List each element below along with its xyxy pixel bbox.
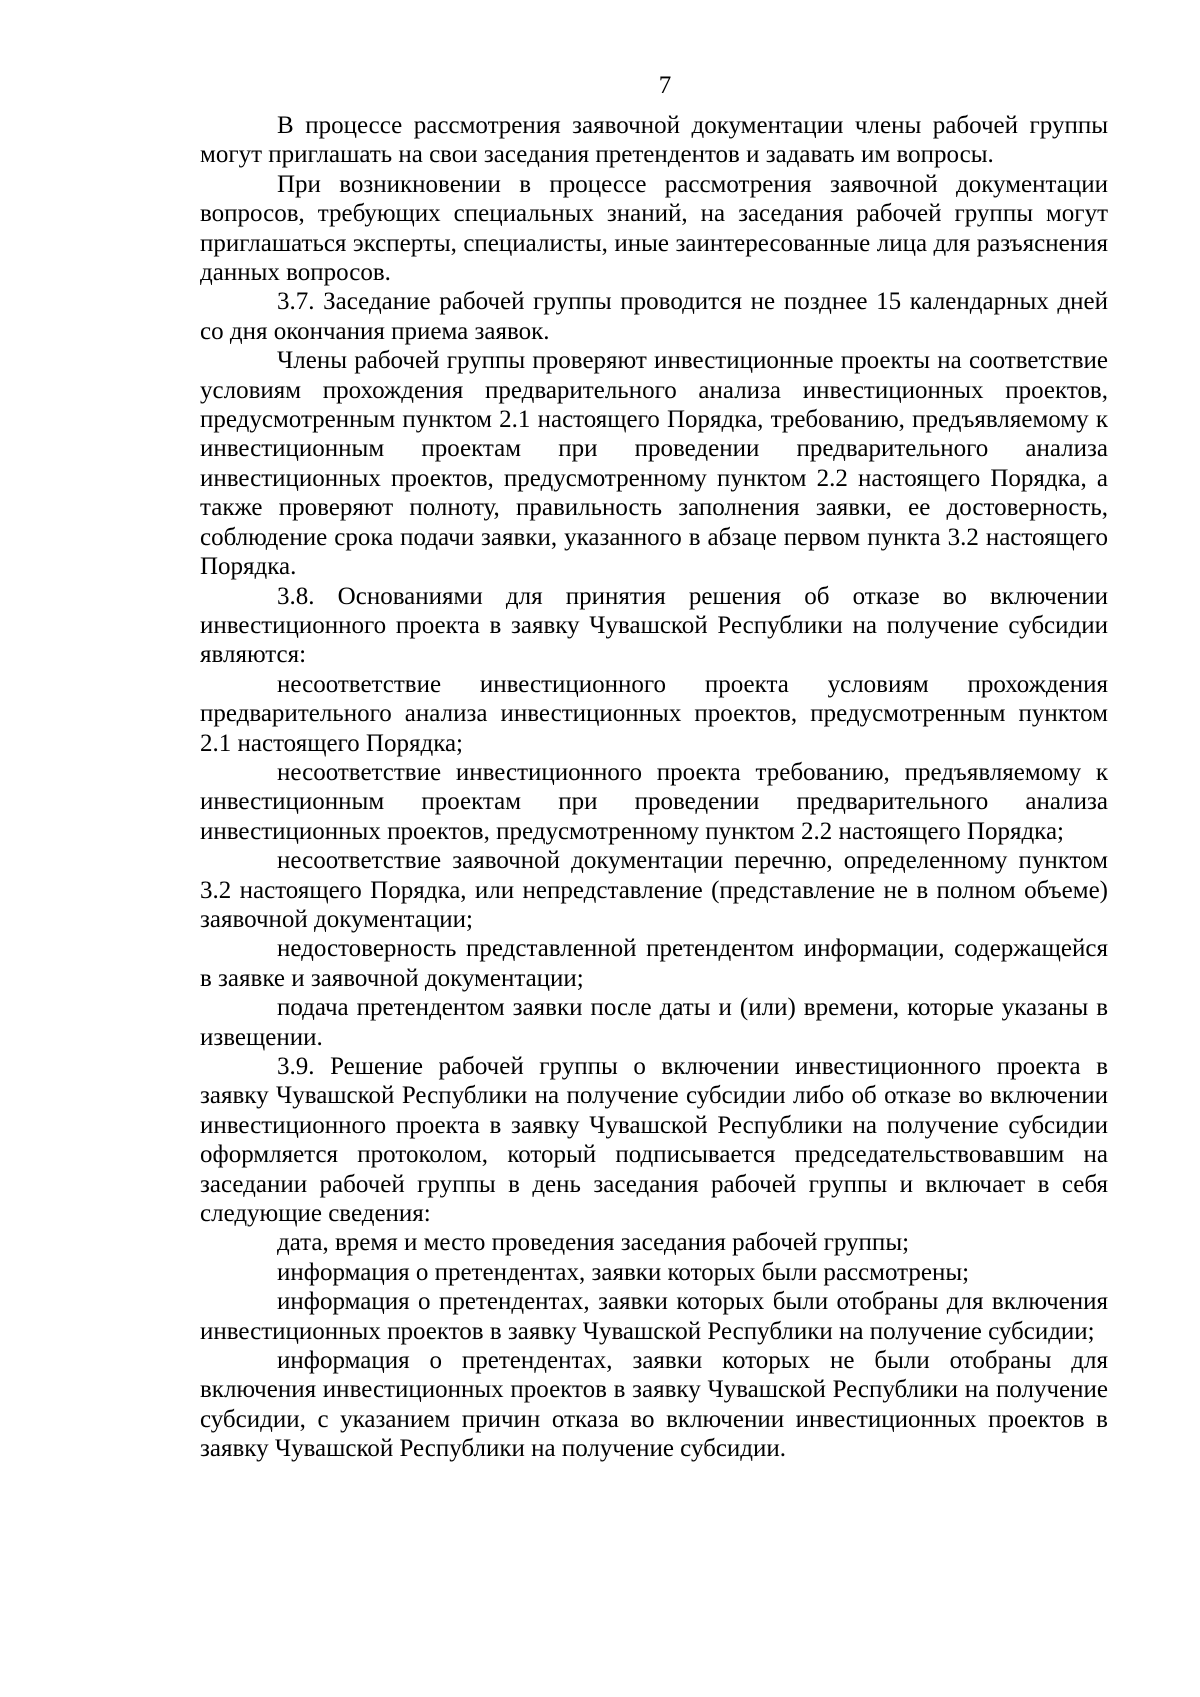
list-item: несоответствие инвестиционного проекта требованию, предъявляемому к инвестиционным проектам при проведении предварительного анализа инвестиционных проектов, предусмотренному пунктом 2.2 настоящего Порядка; <box>200 758 1108 845</box>
list-item: несоответствие инвестиционного проекта условиям прохождения предварительного анализа инвестиционных проектов, предусмотренным пунктом 2.1 настоящего Порядка; <box>200 670 1108 757</box>
list-item: информация о претендентах, заявки которых не были отобраны для включения инвестиционных проектов в заявку Чувашской Республики на получение субсидии, с указанием причин отказа во включении инвестиционных проектов в заявку Чувашской Республики на получение субсидии. <box>200 1347 1108 1463</box>
list-item: информация о претендентах, заявки которых были рассмотрены; <box>277 1258 970 1286</box>
paragraph: 3.7. Заседание рабочей группы проводится не позднее 15 календарных дней со дня окончания приема заявок. <box>200 288 1108 345</box>
list-item: дата, время и место проведения заседания рабочей группы; <box>277 1229 910 1257</box>
paragraph: В процессе рассмотрения заявочной документации члены рабочей группы могут приглашать на свои заседания претендентов и задавать им вопросы. <box>200 112 1108 169</box>
list-item: информация о претендентах, заявки которых были отобраны для включения инвестиционных проектов в заявку Чувашской Республики на получение субсидии; <box>200 1288 1108 1345</box>
paragraph: 3.9. Решение рабочей группы о включении инвестиционного проекта в заявку Чувашской Республики на получение субсидии либо об отказе во включении инвестиционного проекта в заявку Чувашской Республики на получение субсидии оформляется протоколом, который подписывается председательствовавшим на заседании рабочей группы в день заседания рабочей группы и включает в себя следующие сведения: <box>200 1053 1108 1228</box>
list-item: несоответствие заявочной документации перечню, определенному пунктом 3.2 настоящего Порядка, или непредставление (представление не в полном объеме) заявочной документации; <box>200 847 1108 933</box>
page-number: 7 <box>658 72 672 99</box>
paragraph: 3.8. Основаниями для принятия решения об отказе во включении инвестиционного проекта в заявку Чувашской Республики на получение субсидии являются: <box>200 582 1108 669</box>
list-item: подача претендентом заявки после даты и (или) времени, которые указаны в извещении. <box>200 994 1108 1051</box>
document-body <box>200 111 1108 1464</box>
paragraph: При возникновении в процессе рассмотрения заявочной документации вопросов, требующих специальных знаний, на заседания рабочей группы могут приглашаться эксперты, специалисты, иные заинтересованные лица для разъяснения данных вопросов. <box>200 170 1108 287</box>
paragraph: Члены рабочей группы проверяют инвестиционные проекты на соответствие условиям прохождения предварительного анализа инвестиционных проектов, предусмотренным пунктом 2.1 настоящего Порядка, требованию, предъявляемому к инвестиционным проектам при проведении предварительного анализа инвестиционных проектов, предусмотренному пунктом 2.2 настоящего Порядка, а также проверяют полноту, правильность заполнения заявки, ее достоверность, соблюдение срока подачи заявки, указанного в абзаце первом пункта 3.2 настоящего Порядка. <box>200 347 1108 581</box>
list-item: недостоверность представленной претендентом информации, содержащейся в заявке и заявочной документации; <box>200 935 1108 992</box>
